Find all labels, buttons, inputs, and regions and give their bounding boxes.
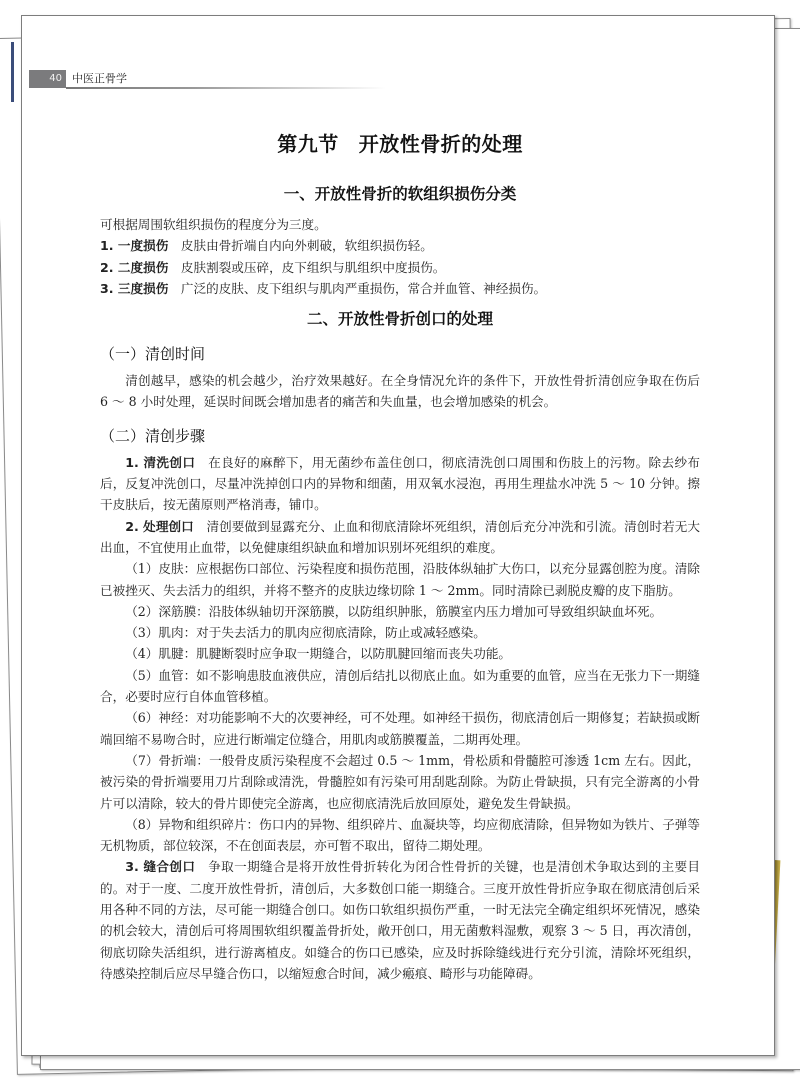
section-title-text: 开放性骨折的处理 bbox=[358, 132, 523, 156]
heading-part2: 二、开放性骨折创口的处理 bbox=[306, 309, 493, 329]
subitem-paragraph: （3）肌肉：对于失去活力的肌肉应彻底清除，防止或减轻感染。 bbox=[125, 625, 486, 641]
list-item bbox=[100, 257, 700, 278]
page-number: 40 bbox=[29, 70, 66, 88]
step-paragraph bbox=[100, 452, 700, 516]
step-label: 1. 清洗创口 bbox=[125, 454, 196, 470]
item-label: 2. 二度损伤 bbox=[100, 259, 169, 275]
step-paragraph bbox=[100, 516, 700, 559]
step-text: 争取一期缝合是将开放性骨折转化为闭合性骨折的关键，也是清创术争取达到的主要目的。对于一度、二度开放性骨折，清创后，大多数创口能一期缝合。三度开放性骨折应争取在彻底清创后采用各种不同的方法，尽可能一期缝合创口。如伤口软组织损伤严重，一时无法完全确定组织坏死情况，感染的机会较大，清创后可将周围软组织覆盖骨折处，敞开创口，用无菌敷料湿敷，观察 3 ～ 5 日，再次清创，彻底切除失活组织，进行游离植皮。如缝合的伤口已感染，应及时拆除缝线进行充分引流，清除坏死组织，待感染控制后应尽早缝合伤口，以缩短愈合时间，减少瘢痕、畸形与功能障碍。 bbox=[100, 859, 700, 981]
item-text: 皮肤由骨折端自内向外刺破，软组织损伤轻。 bbox=[180, 238, 433, 254]
list-item bbox=[100, 235, 700, 256]
heading-part1: 一、开放性骨折的软组织损伤分类 bbox=[283, 184, 517, 203]
item-label: 1. 一度损伤 bbox=[100, 238, 169, 254]
step-text: 清创要做到显露充分、止血和彻底清除坏死组织，清创后充分冲洗和引流。清创时若无大出血，不宜使用止血带，以免健康组织缺血和增加识别坏死组织的难度。 bbox=[100, 518, 700, 555]
item-text: 广泛的皮肤、皮下组织与肌肉严重损伤，常合并血管、神经损伤。 bbox=[180, 280, 547, 296]
page-content bbox=[100, 116, 700, 984]
subitem-paragraph: （8）异物和组织碎片：伤口内的异物、组织碎片、血凝块等，均应彻底清除，但异物如为铁片、子弹等无机物质，部位较深，不在创面表层，亦可暂不取出，留待二期处理。 bbox=[100, 816, 700, 854]
step-paragraph bbox=[100, 856, 700, 984]
item-text: 皮肤割裂或压碎，皮下组织与肌组织中度损伤。 bbox=[180, 259, 446, 275]
subitem-paragraph: （5）血管：如不影响患肢血液供应，清创后结扎以彻底止血。如为重要的血管，应当在无张力下一期缝合，必要时应行自体血管移植。 bbox=[100, 667, 700, 705]
subheading-timing: （一）清创时间 bbox=[100, 345, 206, 364]
section-title bbox=[100, 128, 700, 162]
paragraph-timing: 清创越早，感染的机会越少，治疗效果越好。在全身情况允许的条件下，开放性骨折清创应争取在伤后 6 ～ 8 小时处理，延误时间既会增加患者的痛苦和失血量，也会增加感染的机会。 bbox=[100, 373, 700, 410]
list-item bbox=[100, 278, 700, 299]
book-title: 中医正骨学 bbox=[72, 72, 127, 85]
subitem-paragraph: （2）深筋膜：沿肢体纵轴切开深筋膜，以防组织肿胀，筋膜室内压力增加可导致组织缺血坏死。 bbox=[125, 603, 663, 619]
subitem-paragraph: （7）骨折端：一般骨皮质污染程度不会超过 0.5 ～ 1mm，骨松质和骨髓腔可渗透 1cm 左右。因此，被污染的骨折端要用刀片刮除或清洗，骨髓腔如有污染可用刮匙刮除。为防止骨缺损，只有完全游离的小骨片可以清除，较大的骨片即使完全游离，也应彻底清洗后放回原处，避免发生骨缺损。 bbox=[100, 752, 700, 811]
subitem-paragraph: （4）肌腱：肌腱断裂时应争取一期缝合，以防肌腱回缩而丧失功能。 bbox=[125, 646, 512, 662]
subitem-paragraph: （1）皮肤：应根据伤口部位、污染程度和损伤范围，沿肢体纵轴扩大伤口，以充分显露创腔为度。清除已被挫灭、失去活力的组织，并将不整齐的皮肤边缘切除 1 ～ 2mm。同时清除已剥脱皮瓣的皮下脂肪。 bbox=[100, 561, 700, 598]
subheading-steps: （二）清创步骤 bbox=[100, 426, 206, 445]
header-rule bbox=[66, 87, 386, 89]
subitem-paragraph: （6）神经：对功能影响不大的次要神经，可不处理。如神经干损伤，彻底清创后一期修复；若缺损或断端回缩不易吻合时，应进行断端定位缝合，用肌肉或筋膜覆盖，二期再处理。 bbox=[100, 710, 700, 747]
step-label: 2. 处理创口 bbox=[125, 518, 194, 534]
item-label: 3. 三度损伤 bbox=[100, 280, 169, 296]
running-header bbox=[29, 70, 389, 88]
step-text: 在良好的麻醉下，用无菌纱布盖住创口，彻底清洗创口周围和伤肢上的污物。除去纱布后，反复冲洗创口，尽量冲洗掉创口内的异物和细菌，用双氧水浸泡，再用生理盐水冲洗 5 ～ 10 分钟。擦干皮肤后，按无菌原则严格消毒，铺巾。 bbox=[100, 454, 700, 513]
page-stack-edge bbox=[11, 42, 14, 102]
paragraph-intro: 可根据周围软组织损伤的程度分为三度。 bbox=[100, 217, 327, 232]
section-number: 第九节 bbox=[277, 132, 339, 156]
step-label: 3. 缝合创口 bbox=[125, 859, 196, 875]
book-page bbox=[21, 15, 775, 1056]
